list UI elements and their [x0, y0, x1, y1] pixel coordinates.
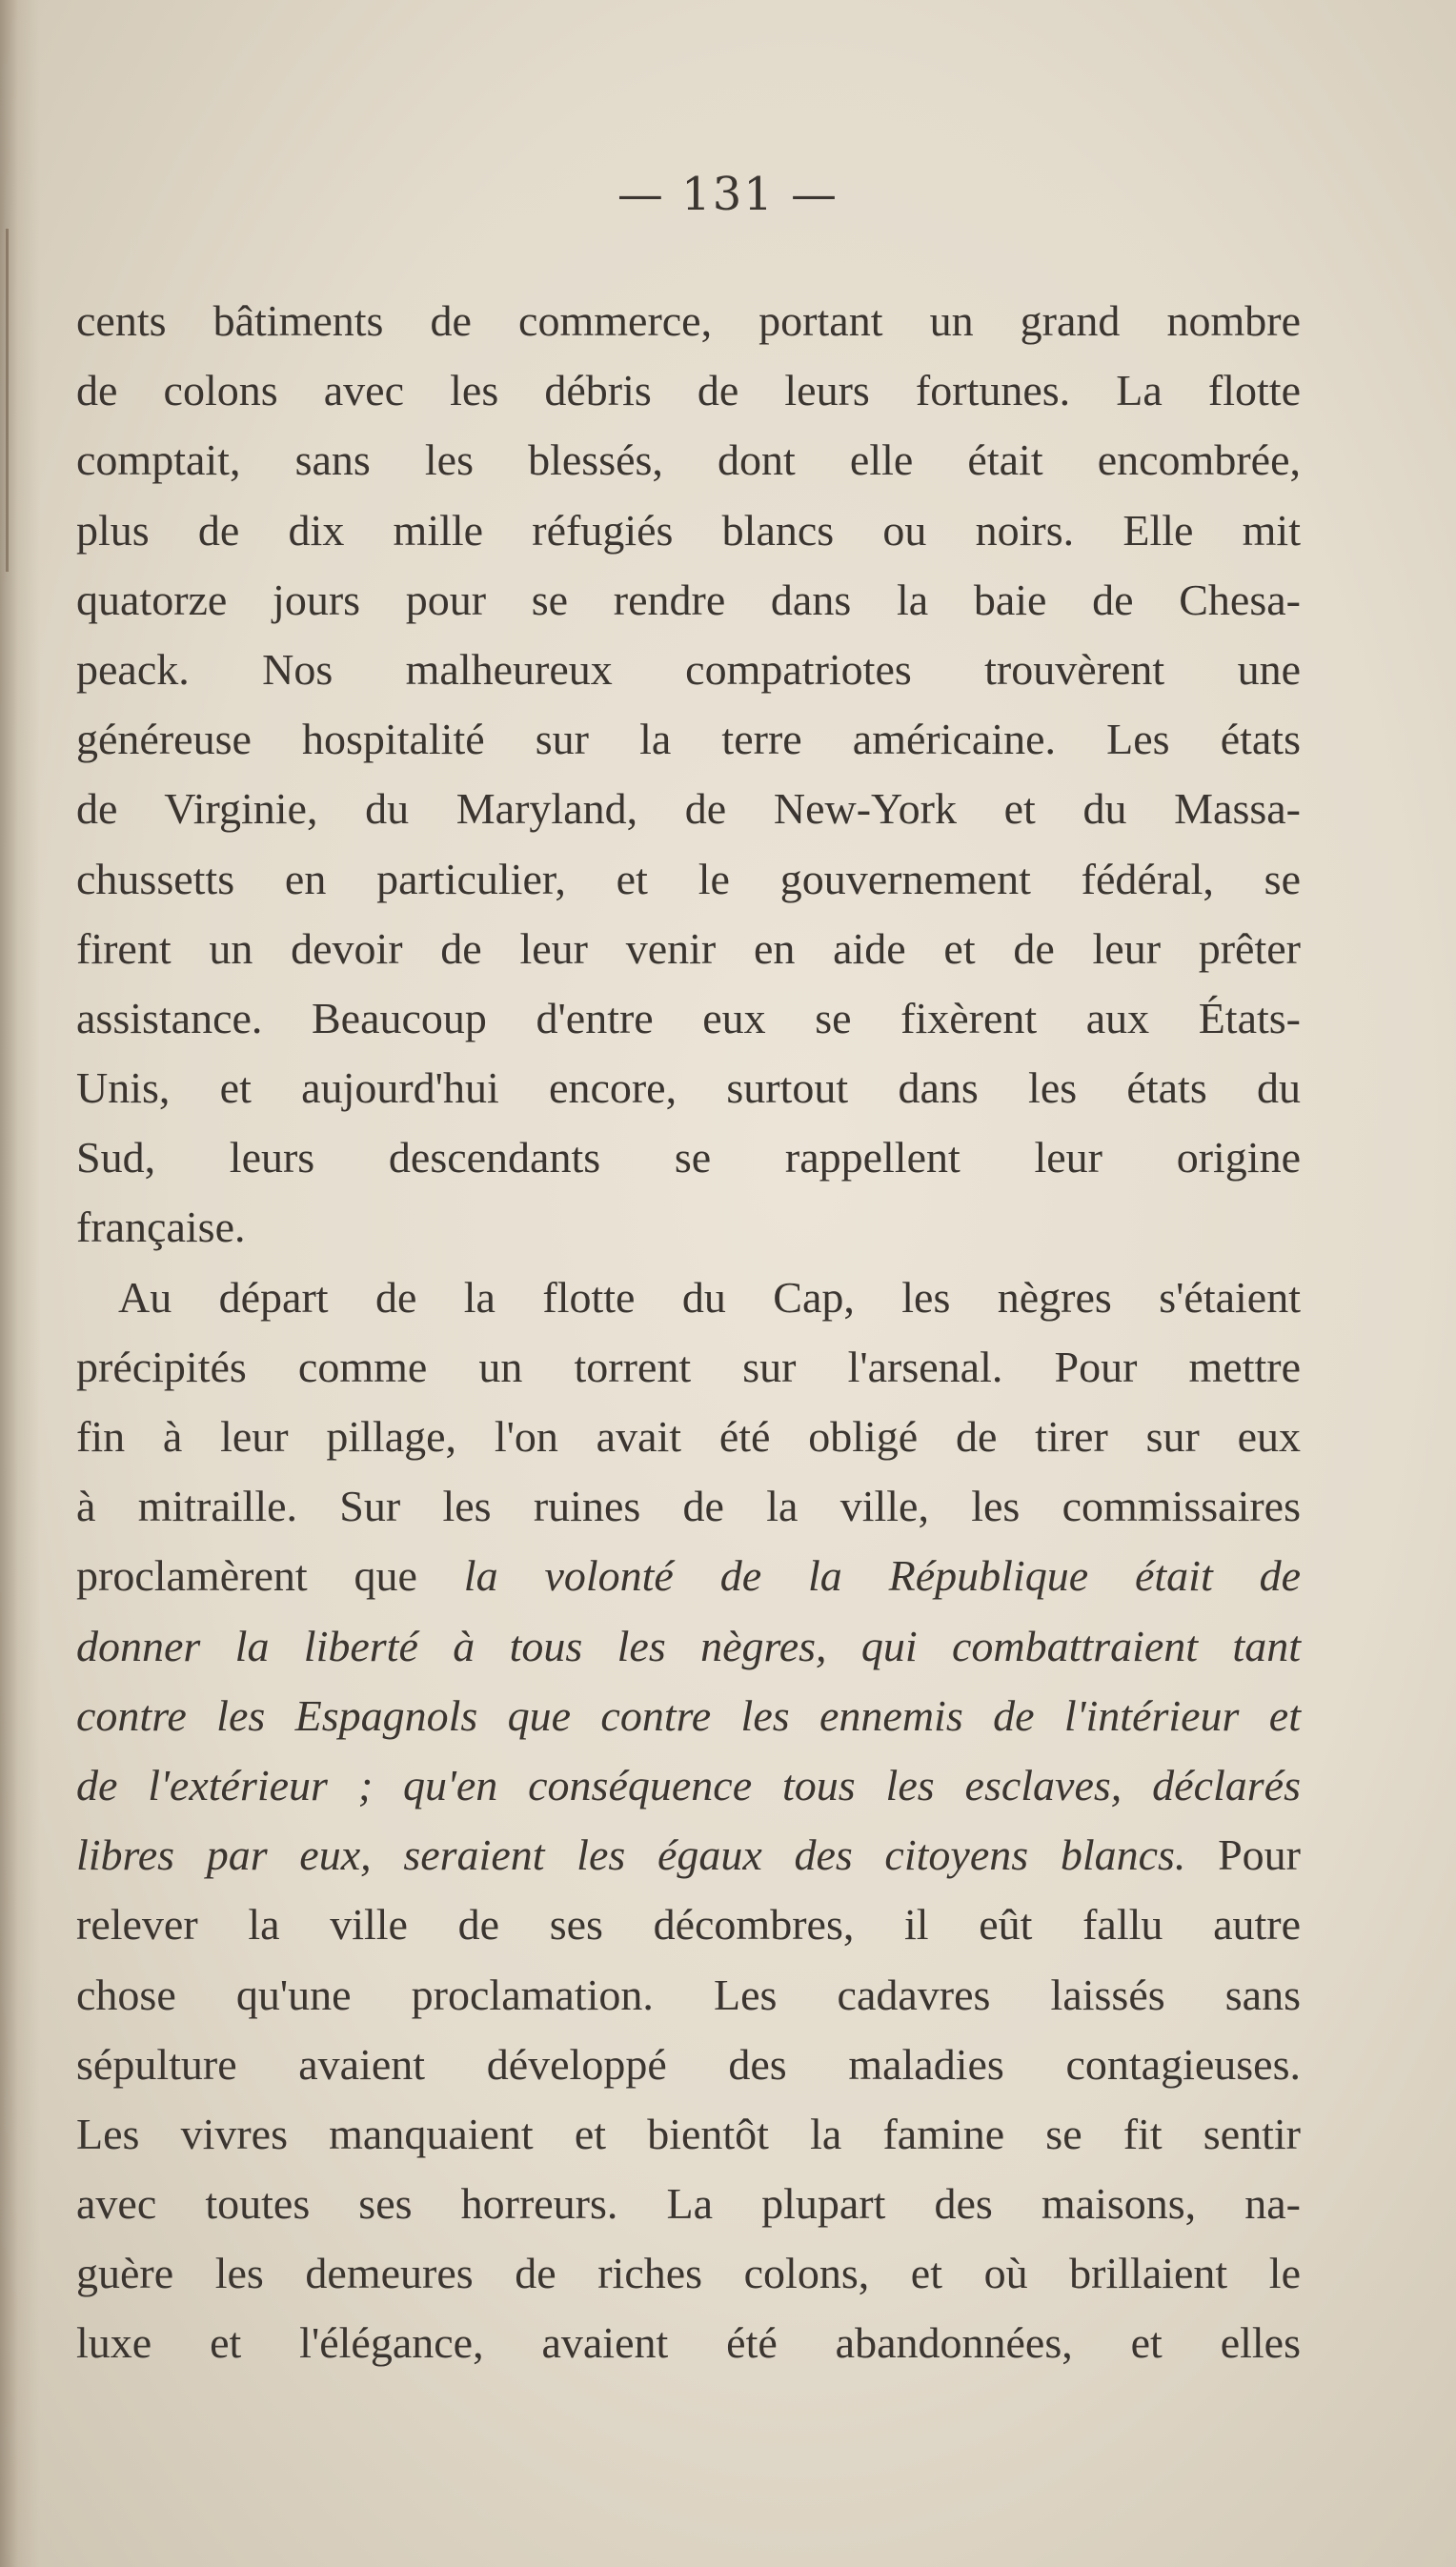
text-line: cents bâtiments de commerce, portant un grand nombre [76, 296, 1301, 345]
text-line: précipités comme un torrent sur l'arsenal. Pour mettre [76, 1342, 1301, 1391]
text-line: généreuse hospitalité sur la terre américaine. Les états [76, 715, 1301, 764]
text-line: sépulture avaient développé des maladies contagieuses. [76, 2039, 1301, 2089]
text-line: de colons avec les débris de leurs fortunes. La flotte [76, 366, 1301, 415]
text-line: chussetts en particulier, et le gouvernement fédéral, se [76, 854, 1301, 903]
binding-edge-mark [6, 229, 9, 572]
text-line: Les vivres manquaient et bientôt la famine se fit sentir [76, 2109, 1301, 2158]
text-line-paragraph-start: Au départ de la flotte du Cap, les nègres s'étaient [118, 1272, 1301, 1322]
text-line: chose qu'une proclamation. Les cadavres laissés sans [76, 1970, 1301, 2019]
body-text [76, 286, 1301, 2378]
text-line: relever la ville de ses décombres, il eût fallu autre [76, 1900, 1301, 1950]
text-line-italic: contre les Espagnols que contre les ennemis de l'intérieur et [76, 1690, 1301, 1740]
roman-text: proclamèrent que [76, 1551, 464, 1601]
text-line: comptait, sans les blessés, dont elle était encombrée, [76, 435, 1301, 485]
text-line: fin à leur pillage, l'on avait été obligé de tirer sur eux [76, 1412, 1301, 1461]
text-line: firent un devoir de leur venir en aide et de leur prêter [76, 923, 1301, 973]
italic-quote: libres par eux, seraient les égaux des citoyens blancs. [76, 1830, 1186, 1880]
text-line-paragraph-end: française. [76, 1203, 246, 1252]
text-line: Unis, et aujourd'hui encore, surtout dans les états du [76, 1063, 1301, 1113]
text-line: Sud, leurs descendants se rappellent leur origine [76, 1133, 1301, 1182]
text-line: à mitraille. Sur les ruines de la ville, les commissaires [76, 1482, 1301, 1531]
text-line-italic: donner la liberté à tous les nègres, qui combattraient tant [76, 1621, 1301, 1670]
text-line: guère les demeures de riches colons, et où brillaient le [76, 2249, 1301, 2298]
text-line-mixed [76, 1541, 1301, 1610]
text-line-mixed [76, 1820, 1301, 1890]
text-line: de Virginie, du Maryland, de New-York et du Massa- [76, 784, 1301, 834]
text-line: assistance. Beaucoup d'entre eux se fixèrent aux États- [76, 993, 1301, 1042]
roman-text: Pour [1185, 1830, 1301, 1880]
text-line: plus de dix mille réfugiés blancs ou noirs. Elle mit [76, 505, 1301, 555]
text-line: avec toutes ses horreurs. La plupart des maisons, na- [76, 2179, 1301, 2229]
text-line: luxe et l'élégance, avaient été abandonnées, et elles [76, 2318, 1301, 2368]
text-line-italic: de l'extérieur ; qu'en conséquence tous les esclaves, déclarés [76, 1760, 1301, 1809]
text-line: peack. Nos malheureux compatriotes trouvèrent une [76, 644, 1301, 694]
text-line: quatorze jours pour se rendre dans la baie de Chesa- [76, 575, 1301, 624]
italic-quote: la volonté de la République était de [463, 1551, 1302, 1601]
page-number: — 131 — [617, 168, 839, 221]
